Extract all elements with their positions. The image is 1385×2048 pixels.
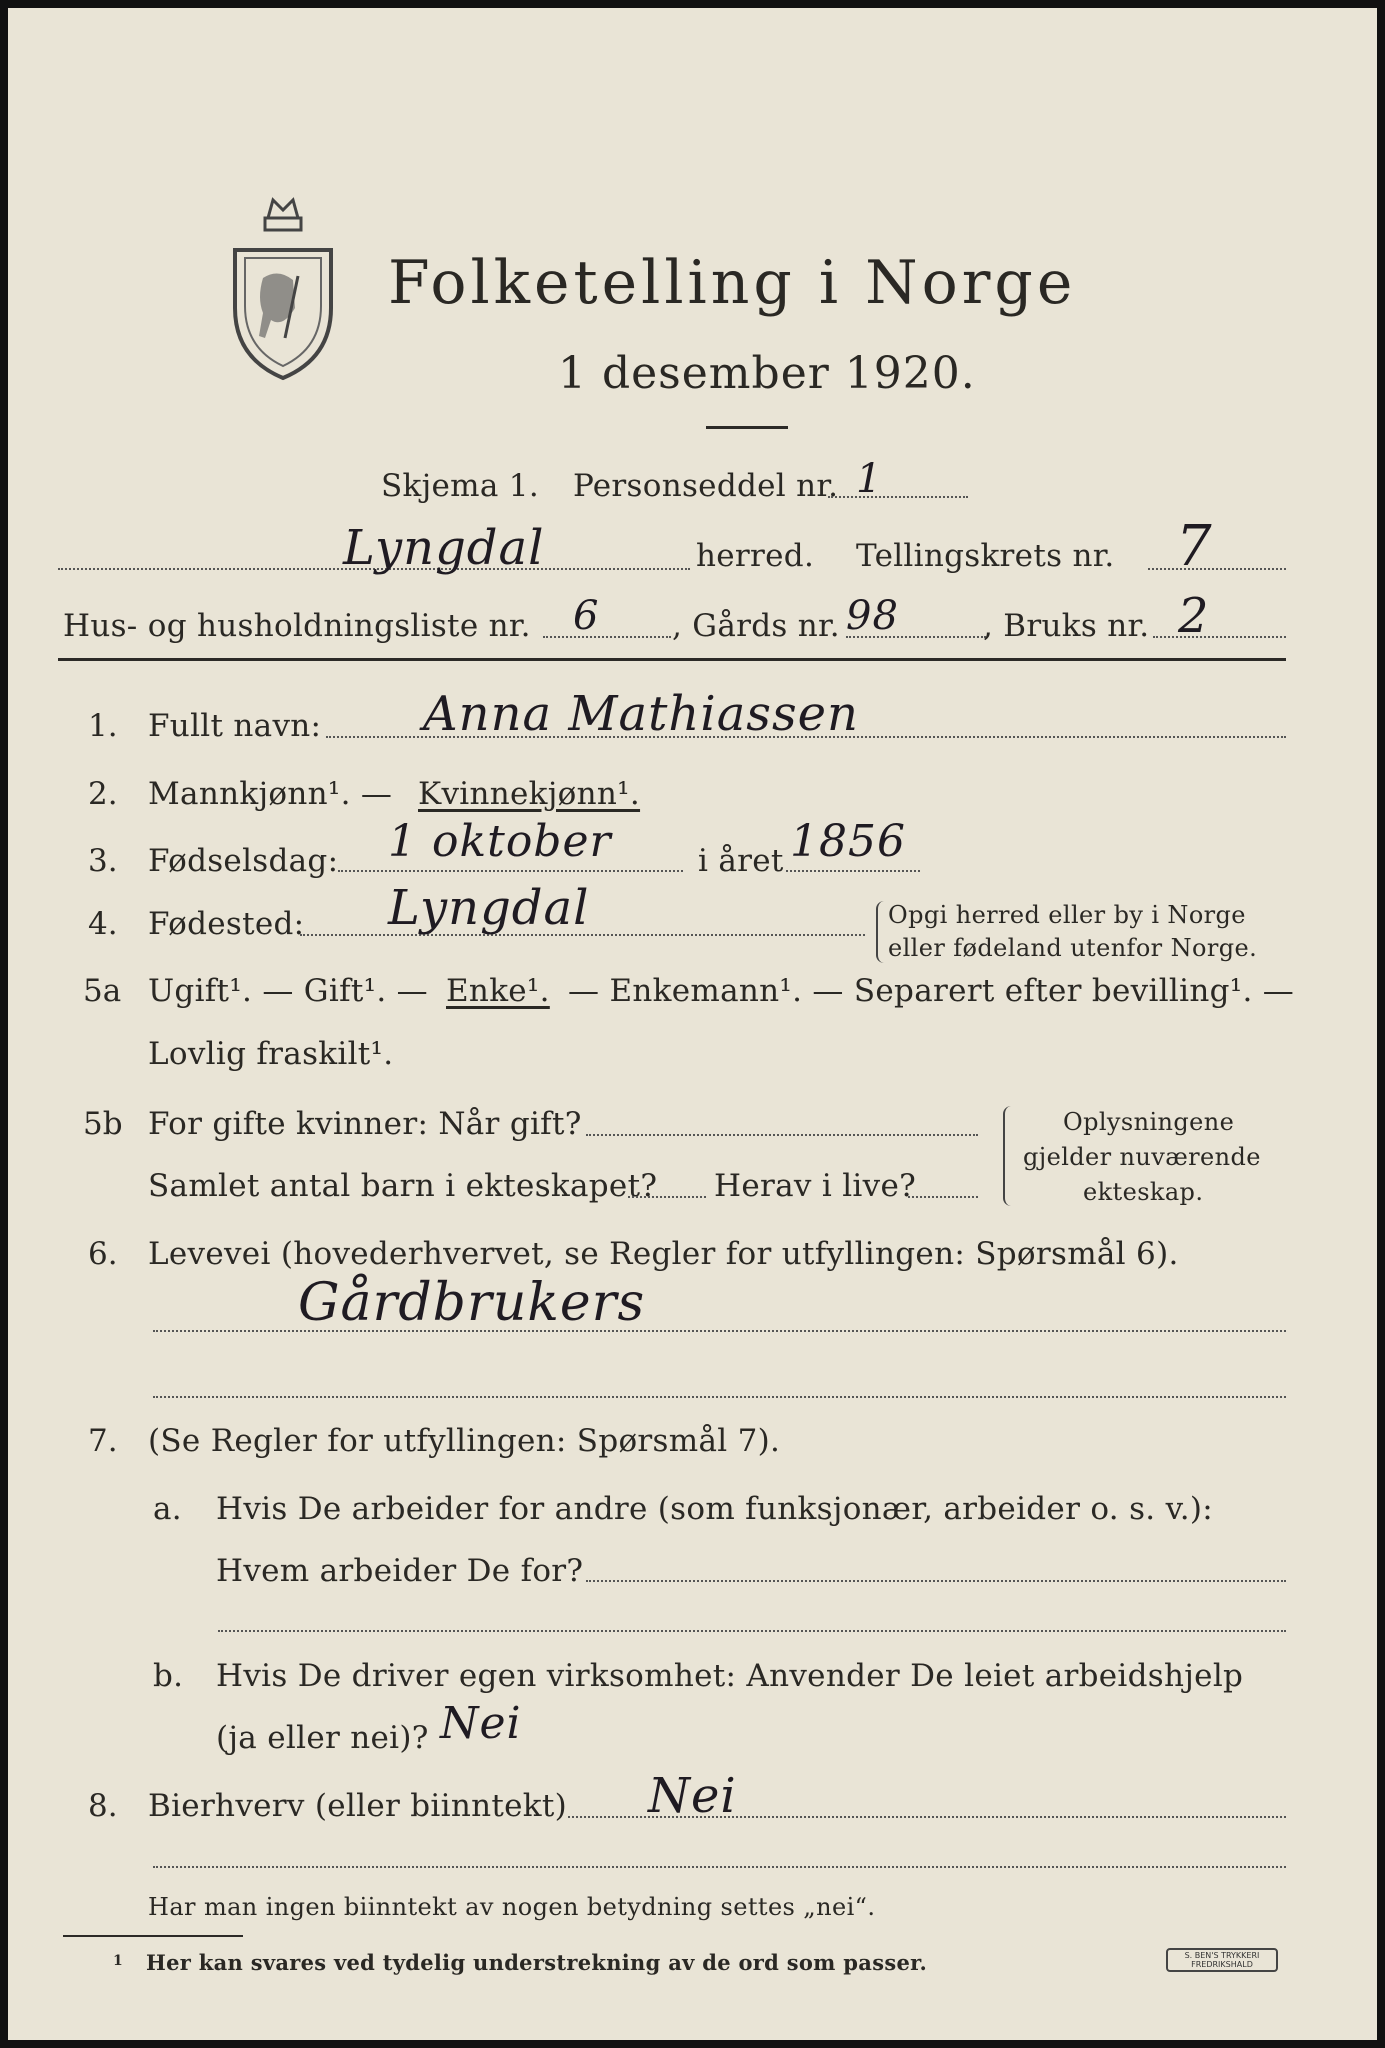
q4-note-line2: eller fødeland utenfor Norge. xyxy=(888,934,1258,962)
q4-label: Fødested: xyxy=(148,906,305,942)
q5a-line2: Lovlig fraskilt¹. xyxy=(148,1036,394,1072)
gards-label: , Gårds nr. xyxy=(672,608,840,644)
bruks-value[interactable]: 2 xyxy=(1178,588,1210,644)
footnote-rule xyxy=(63,1935,243,1937)
q4-number: 4. xyxy=(88,906,118,942)
q5b-line2b: Herav i live? xyxy=(714,1168,917,1204)
printer-stamp-line2: FREDRIKSHALD xyxy=(1191,1960,1253,1969)
tellingskrets-label: Tellingskrets nr. xyxy=(856,538,1115,574)
q3-year-value[interactable]: 1856 xyxy=(790,816,906,867)
form-title: Folketelling i Norge xyxy=(388,248,1077,318)
q5b-note-brace xyxy=(1003,1106,1013,1206)
q3-number: 3. xyxy=(88,843,118,879)
q5b-children-line xyxy=(628,1196,706,1198)
norwegian-lion-crest-icon xyxy=(223,188,343,388)
header-separator xyxy=(58,658,1286,661)
q8-extra-line xyxy=(153,1866,1286,1868)
q1-number: 1. xyxy=(88,708,118,744)
q5b-number: 5b xyxy=(83,1106,123,1142)
personseddel-label: Personseddel nr. xyxy=(573,468,839,504)
census-form-page xyxy=(8,8,1377,2040)
title-divider xyxy=(706,426,788,429)
q7a-letter: a. xyxy=(153,1491,182,1527)
hus-value[interactable]: 6 xyxy=(573,593,600,639)
q7b-line1: Hvis De driver egen virksomhet: Anvender De leiet arbeidshjelp xyxy=(216,1658,1244,1694)
q5b-married-line xyxy=(586,1134,978,1136)
q2-choice-female[interactable]: Kvinnekjønn¹. xyxy=(418,776,641,812)
q7a-line1: Hvis De arbeider for andre (som funksjonær, arbeider o. s. v.): xyxy=(216,1491,1214,1527)
q1-label: Fullt navn: xyxy=(148,708,322,744)
q2-number: 2. xyxy=(88,776,118,812)
herred-value[interactable]: Lyngdal xyxy=(343,520,545,576)
q7a-extra-line xyxy=(218,1630,1286,1632)
q5b-alive-line xyxy=(908,1196,978,1198)
tellingskrets-value[interactable]: 7 xyxy=(1176,514,1213,579)
q5b-line1: For gifte kvinner: Når gift? xyxy=(148,1106,582,1142)
q7b-value[interactable]: Nei xyxy=(440,1698,522,1749)
q6-line2 xyxy=(153,1396,1286,1398)
q5a-number: 5a xyxy=(83,973,122,1009)
q4-note-line1: Opgi herred eller by i Norge xyxy=(888,901,1246,929)
q5a-part1: Ugift¹. — Gift¹. — xyxy=(148,973,428,1009)
printer-stamp-line1: S. BEN'S TRYKKERI xyxy=(1184,1951,1260,1960)
q3-year-line xyxy=(786,870,920,872)
footer-note: Har man ingen biinntekt av nogen betydning settes „nei“. xyxy=(148,1893,876,1921)
q7a-line2: Hvem arbeider De for? xyxy=(216,1553,584,1589)
hus-line xyxy=(543,636,671,638)
q6-value[interactable]: Gårdbrukers xyxy=(298,1273,646,1333)
q8-value[interactable]: Nei xyxy=(648,1768,737,1824)
q3-day-value[interactable]: 1 oktober xyxy=(388,816,612,867)
q6-label: Levevei (hovederhvervet, se Regler for utfyllingen: Spørsmål 6). xyxy=(148,1236,1179,1272)
printer-stamp xyxy=(1166,1948,1278,1972)
herred-label: herred. xyxy=(696,538,815,574)
personseddel-value[interactable]: 1 xyxy=(856,456,883,502)
gards-value[interactable]: 98 xyxy=(846,593,899,639)
personseddel-line xyxy=(828,496,968,498)
q1-value[interactable]: Anna Mathiassen xyxy=(423,686,859,742)
q2-label-male: Mannkjønn¹. — xyxy=(148,776,393,812)
tellingskrets-line xyxy=(1148,568,1286,570)
q6-line1 xyxy=(153,1330,1286,1332)
q7b-letter: b. xyxy=(153,1658,184,1694)
q5a-choice-enke[interactable]: Enke¹. xyxy=(446,973,550,1009)
q8-number: 8. xyxy=(88,1788,118,1824)
q5b-note-line2: gjelder nuværende xyxy=(1023,1143,1261,1171)
bruks-label: , Bruks nr. xyxy=(983,608,1150,644)
q7a-employer-line xyxy=(586,1580,1286,1582)
q6-number: 6. xyxy=(88,1236,118,1272)
q3-label: Fødselsdag: xyxy=(148,843,339,879)
q4-note-brace xyxy=(876,901,886,963)
q5b-note-line3: ekteskap. xyxy=(1083,1178,1204,1206)
q5b-line2a: Samlet antal barn i ekteskapet? xyxy=(148,1168,658,1204)
q7b-line2: (ja eller nei)? xyxy=(216,1720,429,1756)
skjema-label: Skjema 1. xyxy=(381,468,539,504)
q7-label: (Se Regler for utfyllingen: Spørsmål 7). xyxy=(148,1423,781,1459)
hus-label: Hus- og husholdningsliste nr. xyxy=(63,608,531,644)
q7-number: 7. xyxy=(88,1423,118,1459)
footnote-text: Her kan svares ved tydelig understrekning av de ord som passer. xyxy=(146,1950,928,1975)
form-subtitle: 1 desember 1920. xyxy=(558,348,976,399)
q3-day-line xyxy=(338,870,683,872)
q8-label: Bierhverv (eller biinntekt) xyxy=(148,1788,568,1824)
bruks-line xyxy=(1153,636,1286,638)
q5b-note-line1: Oplysningene xyxy=(1063,1108,1235,1136)
q5a-part2: — Enkemann¹. — Separert efter bevilling¹. — xyxy=(568,973,1295,1009)
q4-value[interactable]: Lyngdal xyxy=(388,880,590,936)
footnote-mark: 1 xyxy=(113,1953,123,1969)
q3-year-label: i året xyxy=(698,843,784,879)
